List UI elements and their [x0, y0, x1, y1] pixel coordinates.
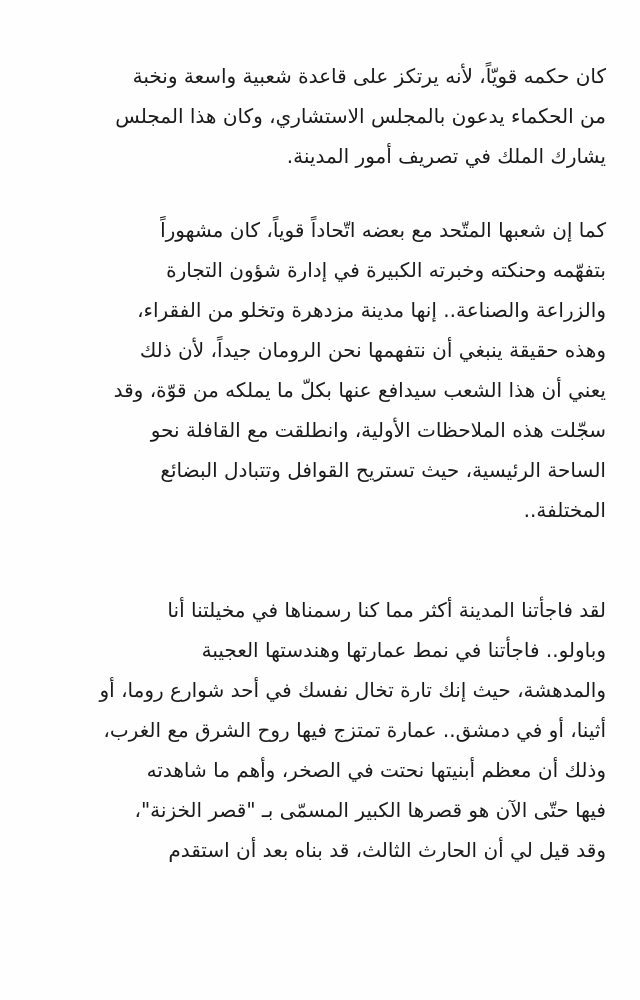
text-line: بتفهّمه وحنكته وخبرته الكبيرة في إدارة شؤون التجارة: [166, 258, 606, 282]
text-line: كما إن شعبها المتّحد مع بعضه اتّحاداً قوياً، كان مشهوراً: [160, 218, 606, 242]
text-line: الساحة الرئيسية، حيث تستريح القوافل وتتبادل البضائع: [160, 458, 606, 482]
text-line: لقد فاجأتنا المدينة أكثر مما كنا رسمناها في مخيلتنا أنا: [167, 598, 606, 622]
text-line: وقد قيل لي أن الحارث الثالث، قد بناه بعد أن استقدم: [168, 838, 606, 862]
text-line: والزراعة والصناعة.. إنها مدينة مزدهرة وتخلو من الفقراء،: [137, 298, 606, 322]
text-line: وباولو.. فاجأتنا في نمط عمارتها وهندستها العجيبة: [201, 638, 606, 662]
text-line: يشارك الملك في تصريف أمور المدينة.: [286, 144, 606, 168]
text-line: أثينا، أو في دمشق.. عمارة تمتزج فيها روح الشرق مع الغرب،: [103, 718, 606, 742]
text-line: وهذه حقيقة ينبغي أن نتفهمها نحن الرومان جيداً، لأن ذلك: [139, 338, 606, 362]
paragraph-3: [36, 590, 606, 870]
text-line: سجّلت هذه الملاحظات الأولية، وانطلقت مع القافلة نحو: [150, 418, 606, 442]
text-line: من الحكماء يدعون بالمجلس الاستشاري، وكان هذا المجلس: [115, 104, 606, 128]
paragraph-1: [36, 56, 606, 176]
text-line: فيها حتّى الآن هو قصرها الكبير المسمّى بـ "قصر الخزنة"،: [134, 798, 606, 822]
text-line: يعني أن هذا الشعب سيدافع عنها بكلّ ما يملكه من قوّة، وقد: [113, 378, 606, 402]
text-line: والمدهشة، حيث إنك تارة تخال نفسك في أحد شوارع روما، أو: [99, 678, 606, 702]
text-line: كان حكمه قويّاً، لأنه يرتكز على قاعدة شعبية واسعة ونخبة: [132, 64, 606, 88]
paragraph-2: [36, 210, 606, 530]
text-line: وذلك أن معظم أبنيتها نحتت في الصخر، وأهم ما شاهدته: [146, 758, 606, 782]
text-line: المختلفة..: [523, 498, 606, 522]
